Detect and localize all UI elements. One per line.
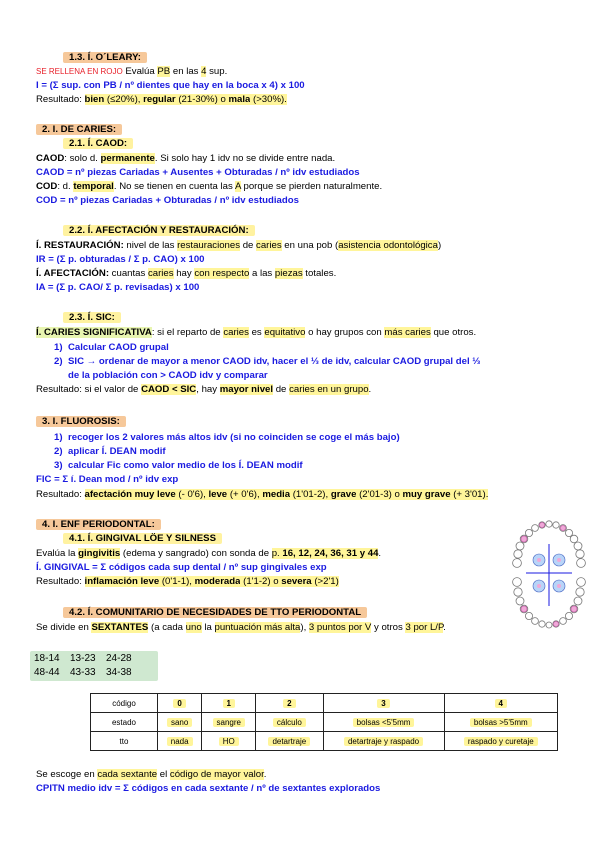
oleary-description: SE RELLENA EN ROJO Evalúa PB en las 4 sup. [36, 66, 228, 77]
sic-step-2: 2) SIC → ordenar de mayor a menor CAOD idv, hacer el ⅓ de idv, calcular CAOD grupal del ⅓ [54, 356, 481, 367]
cpitn-description: Se divide en SEXTANTES (a cada uno la puntuación más alta), 3 puntos por V y otros 3 por L/P. [36, 622, 446, 633]
cpitn-formula: CPITN medio idv = Σ códigos en cada sextante / nº de sextantes explorados [36, 783, 381, 794]
afectacion-description: Í. AFECTACIÓN: cuantas caries hay con respecto a las piezas totales. [36, 268, 337, 279]
heading-4-1: 4.1. Í. GINGIVAL LÖE Y SILNESS [63, 533, 222, 545]
heading-2: 2. I. DE CARIES: [36, 124, 122, 136]
fluorosis-step-2: 2) aplicar Í. DEAN modif [54, 446, 166, 457]
caod-formula: CAOD = nº piezas Cariadas + Ausentes + Obturadas / nº idv estudiados [36, 167, 360, 178]
fic-formula: FIC = Σ í. Dean mod / nº idv exp [36, 474, 179, 485]
oleary-result: Resultado: bien (≤20%), regular (21-30%) o mala (>30%). [36, 94, 287, 105]
heading-4: 4. I. ENF PERIODONTAL: [36, 519, 161, 531]
heading-3: 3. I. FLUOROSIS: [36, 416, 126, 428]
ir-formula: IR = (Σ p. obturadas / Σ p. CAO) x 100 [36, 254, 205, 265]
sic-result: Resultado: si el valor de CAOD < SIC, hay mayor nivel de caries en un grupo. [36, 384, 372, 395]
heading-4-2: 4.2. Í. COMUNITARIO DE NECESIDADES DE TTO PERIODONTAL [63, 607, 367, 619]
table-row: código 0 1 2 3 4 [91, 694, 558, 713]
sic-step-1: 1) Calcular CAOD grupal [54, 342, 169, 353]
oleary-formula: I = (Σ sup. con PB / nº dientes que hay en la boca x 4) x 100 [36, 80, 305, 91]
sextants-row-lower: 48-44 43-33 34-38 [34, 667, 132, 678]
fluorosis-step-3: 3) calcular Fic como valor medio de los Í. DEAN modif [54, 460, 303, 471]
gingival-description: Evalúa la gingivitis (edema y sangrado) con sonda de p. 16, 12, 24, 36, 31 y 44. [36, 548, 382, 559]
fluorosis-result: Resultado: afectación muy leve (- 0'6), leve (+ 0'6), media (1'01-2), grave (2'01-3) o muy grave (+ 3'01). [36, 489, 489, 500]
sextants-box [30, 651, 158, 681]
ia-formula: IA = (Σ p. CAO/ Σ p. revisadas) x 100 [36, 282, 200, 293]
heading-2-3: 2.3. Í. SIC: [63, 312, 121, 324]
heading-2-1: 2.1. Í. CAOD: [63, 138, 133, 150]
table-row: estado sano sangre cálculo bolsas <5'5mm bolsas >5'5mm [91, 713, 558, 732]
gingival-result: Resultado: inflamación leve (0'1-1), moderada (1'1-2) o severa (>2'1) [36, 576, 339, 587]
restauracion-description: Í. RESTAURACIÓN: nivel de las restauraciones de caries en una pob (asistencia odontológica) [36, 240, 442, 251]
teeth-chart-icon [506, 516, 592, 634]
cod-description: COD: d. temporal. No se tienen en cuenta las A porque se pierden naturalmente. [36, 181, 383, 192]
sic-description: Í. CARIES SIGNIFICATIVA: si el reparto de caries es equitativo o hay grupos con más caries que otros. [36, 327, 477, 338]
cpitn-note: Se escoge en cada sextante el código de mayor valor. [36, 769, 267, 780]
heading-2-2: 2.2. Í. AFECTACIÓN Y RESTAURACIÓN: [63, 225, 255, 237]
gingival-formula: Í. GINGIVAL = Σ códigos cada sup dental / nº sup gingivales exp [36, 562, 327, 573]
cod-formula: COD = nº piezas Cariadas + Obturadas / nº idv estudiados [36, 195, 299, 206]
table-row: tto nada HO detartraje detartraje y raspado raspado y curetaje [91, 732, 558, 751]
cpitn-table [90, 693, 558, 751]
heading-1-3: 1.3. Í. O´LEARY: [63, 52, 147, 64]
fluorosis-step-1: 1) recoger los 2 valores más altos idv (si no coinciden se coge el más bajo) [54, 432, 400, 443]
caod-description: CAOD: solo d. permanente. Si solo hay 1 idv no se divide entre nada. [36, 153, 336, 164]
sextants-row-upper: 18-14 13-23 24-28 [34, 653, 132, 664]
sic-step-2-cont: de la población con > CAOD idv y comparar [68, 370, 268, 381]
